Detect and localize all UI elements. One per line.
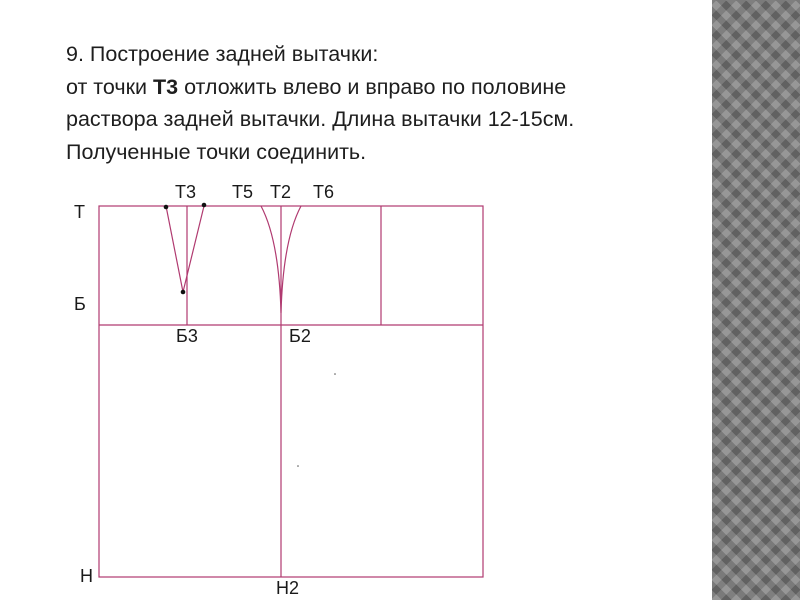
label-b: Б [74, 294, 86, 314]
dart-point-right [202, 203, 207, 208]
back-dart [166, 206, 204, 292]
decorative-side-pattern [712, 0, 800, 600]
label-t2: Т2 [270, 182, 292, 202]
dart-point-end [181, 290, 186, 295]
label-t6: Т6 [313, 182, 335, 202]
label-t: Т [74, 202, 85, 222]
heading-line-2-start: от точки [66, 74, 153, 99]
point-t3-bold: Т3 [153, 74, 179, 99]
heading-line-3: раствора задней вытачки. Длина вытачки 12-15см. [66, 107, 575, 131]
heading-line-1: 9. Построение задней вытачки: [66, 42, 379, 66]
heading-line-2-end: отложить влево и вправо по половине [178, 74, 567, 99]
stray-dot [334, 373, 336, 375]
stray-dot [297, 465, 299, 467]
label-n2: Н2 [276, 578, 300, 598]
pattern-outline [99, 206, 483, 577]
label-n: Н [80, 566, 93, 586]
dart-point-left [164, 205, 169, 210]
heading-line-4: Полученные точки соединить. [66, 139, 367, 164]
label-b3: Б3 [176, 326, 198, 346]
label-t5: Т5 [232, 182, 254, 202]
label-t3: Т3 [175, 182, 197, 202]
label-b2: Б2 [289, 326, 311, 346]
